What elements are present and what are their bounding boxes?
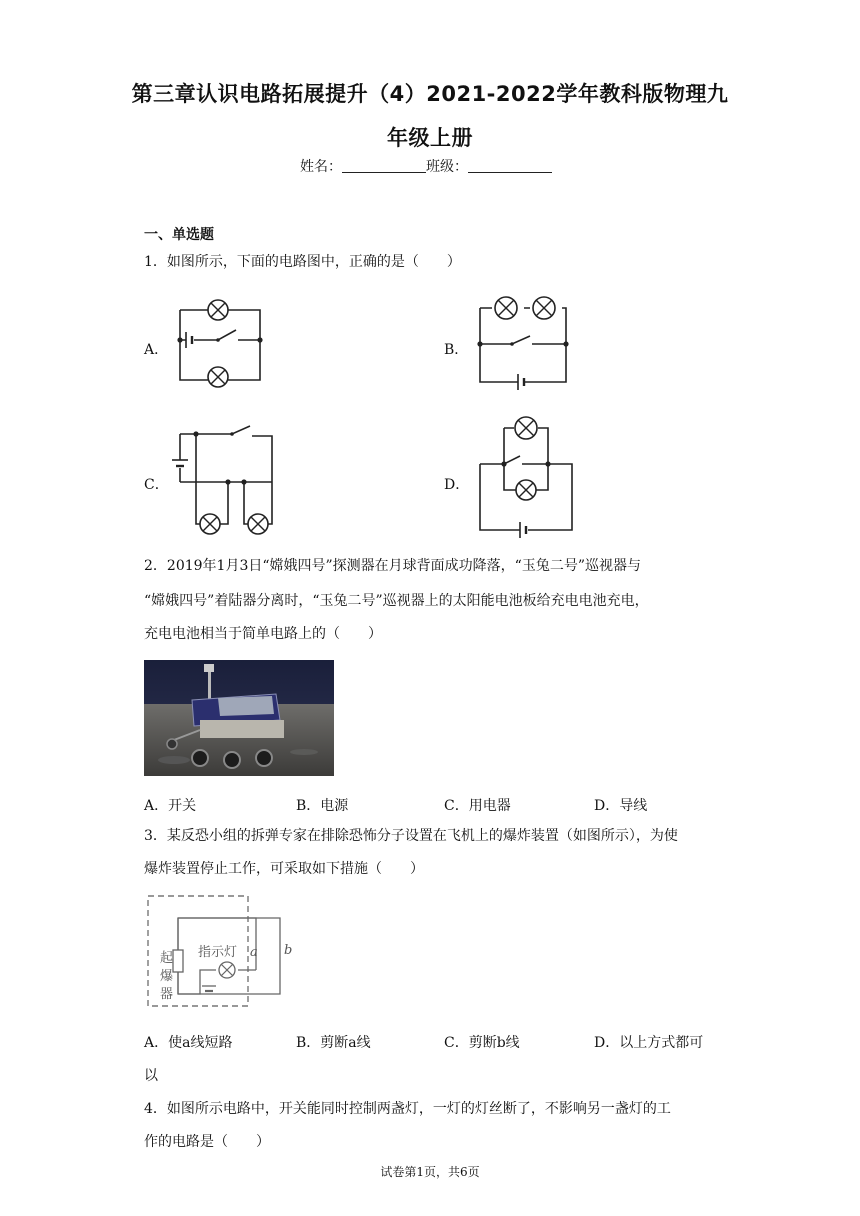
title-line-2: 年级上册 [387, 126, 473, 150]
section-heading: 一、单选题 [144, 227, 214, 243]
q3-option-d-wrap: 以 [144, 1068, 158, 1084]
label-wire-b: b [284, 943, 293, 958]
q1-circuit-c [168, 420, 278, 540]
title-line-1: 第三章认识电路拓展提升（4）2021-2022学年教科版物理九 [131, 82, 729, 106]
q2-option-a: A．开关 [144, 798, 197, 814]
q2-option-b: B．电源 [296, 798, 349, 814]
q3-option-c: C．剪断b线 [444, 1035, 520, 1051]
label-wire-a: a [250, 945, 258, 960]
label-detonator-3: 器 [160, 987, 174, 1002]
page-footer: 试卷第1页，共6页 [380, 1165, 480, 1179]
q2-option-c: C．用电器 [444, 798, 511, 814]
class-blank[interactable] [468, 158, 552, 173]
q1-label-d: D． [444, 477, 470, 493]
q2-option-d: D．导线 [594, 798, 648, 814]
label-detonator-2: 爆 [160, 969, 174, 984]
q2-line-3: 充电电池相当于简单电路上的（ ） [144, 626, 382, 642]
q1-label-c: C． [144, 477, 169, 493]
q1-circuit-b [474, 290, 574, 390]
q1-circuit-a [170, 292, 270, 392]
q3-option-b: B．剪断a线 [296, 1035, 371, 1051]
q1-stem: 1．如图所示，下面的电路图中，正确的是（ ） [144, 254, 461, 270]
q1-circuit-d [474, 414, 578, 538]
q3-line-2: 爆炸装置停止工作，可采取如下措施（ ） [144, 861, 424, 877]
q3-option-d: D．以上方式都可 [594, 1035, 704, 1051]
label-indicator: 指示灯 [198, 945, 238, 960]
q4-line-2: 作的电路是（ ） [144, 1134, 270, 1150]
q1-label-b: B． [444, 342, 469, 358]
name-blank[interactable] [342, 158, 426, 173]
label-detonator-1: 起 [160, 951, 174, 966]
student-info [300, 157, 552, 177]
q2-line-2: “嫦娥四号”着陆器分离时，“玉兔二号”巡视器上的太阳能电池板给充电电池充电， [144, 593, 649, 609]
q3-bomb-circuit [144, 890, 304, 1012]
q2-line-1: 2．2019年1月3日“嫦娥四号”探测器在月球背面成功降落，“玉兔二号”巡视器与 [144, 558, 641, 574]
q3-line-1: 3．某反恐小组的拆弹专家在排除恐怖分子设置在飞机上的爆炸装置（如图所示），为使 [144, 828, 678, 844]
name-label: 姓名： [300, 159, 342, 175]
q1-label-a: A． [144, 342, 169, 358]
q3-option-a: A．使a线短路 [144, 1035, 233, 1051]
q4-line-1: 4．如图所示电路中，开关能同时控制两盏灯，一灯的灯丝断了，不影响另一盏灯的工 [144, 1101, 671, 1117]
rover-photo [144, 660, 334, 776]
class-label: 班级： [426, 159, 468, 175]
